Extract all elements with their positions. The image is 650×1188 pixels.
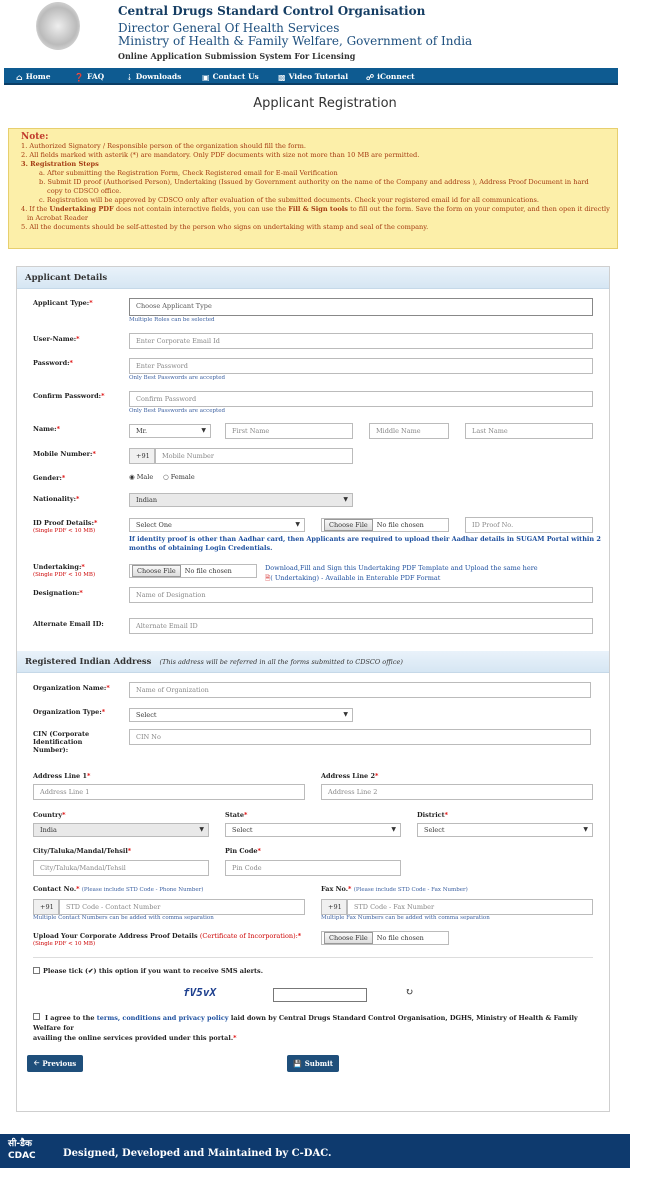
city-input[interactable]: City/Taluka/Mandal/Tehsil bbox=[33, 860, 209, 876]
arrow-left-icon: 🡠 bbox=[33, 1057, 40, 1067]
sms-alert-label: Please tick (✔) this option if you want to receive SMS alerts. bbox=[43, 967, 263, 975]
page-title: Applicant Registration bbox=[253, 96, 397, 111]
section-subtitle: (This address will be referred in all the forms submitted to CDSCO office) bbox=[159, 658, 403, 666]
note-bold: Fill & Sign tools bbox=[288, 205, 348, 213]
address-proof-file-input[interactable] bbox=[321, 931, 449, 945]
undertaking-label: Undertaking:* bbox=[33, 563, 85, 571]
agree-text-part: I agree to the bbox=[45, 1014, 97, 1022]
id-proof-value: Select One bbox=[136, 521, 172, 529]
label-text: Nationality: bbox=[33, 495, 77, 503]
section-title: Registered Indian Address bbox=[25, 657, 152, 667]
info-line: If identity proof is other than Aadhar card, then Applicants are required to upload their Aadhar details in SUGAM Portal within 2 bbox=[129, 535, 601, 543]
download-icon: ⇣ bbox=[126, 71, 133, 82]
label-text: User-Name: bbox=[33, 335, 77, 343]
fax-prefix: +91 bbox=[321, 899, 347, 915]
file-status: No file chosen bbox=[376, 521, 424, 529]
nav-iconnect[interactable] bbox=[366, 70, 415, 83]
agree-text-part: availing the online services provided under this portal. bbox=[33, 1034, 234, 1042]
undertaking-download-link[interactable]: ( Undertaking) bbox=[270, 574, 320, 582]
contact-input[interactable]: STD Code - Contact Number bbox=[59, 899, 305, 915]
upload-red-text: (Certificate of Incorporation): bbox=[199, 932, 298, 940]
org-name: Central Drugs Standard Control Organisation bbox=[118, 4, 426, 18]
refresh-captcha-icon[interactable]: ↻ bbox=[405, 987, 414, 998]
id-proof-select[interactable] bbox=[129, 518, 305, 532]
contact-label: Contact No.* (Please include STD Code - Phone Number) bbox=[33, 885, 204, 893]
label-text: Organization Type: bbox=[33, 708, 102, 716]
home-icon: ⌂ bbox=[16, 71, 23, 82]
label-text: Undertaking: bbox=[33, 563, 82, 571]
org-type-label: Organization Type:* bbox=[33, 708, 106, 716]
captcha-image: fV5vX bbox=[183, 986, 217, 999]
org-type-value: Select bbox=[136, 711, 157, 719]
chevron-down-icon: ▼ bbox=[583, 826, 588, 833]
fax-input[interactable]: STD Code - Fax Number bbox=[347, 899, 593, 915]
mobile-input[interactable]: Mobile Number bbox=[155, 448, 353, 464]
middle-name-input[interactable]: Middle Name bbox=[369, 423, 449, 439]
org-type-select[interactable] bbox=[129, 708, 353, 722]
password-hint: Only Best Passwords are accepted bbox=[129, 375, 225, 381]
label-text: ID Proof Details: bbox=[33, 519, 94, 527]
nav-home-label: Home bbox=[25, 72, 51, 81]
sms-alert-checkbox[interactable] bbox=[33, 967, 40, 974]
chevron-down-icon: ▼ bbox=[295, 521, 300, 528]
nationality-value: Indian bbox=[136, 496, 158, 504]
address-line1-label: Address Line 1* bbox=[33, 772, 91, 780]
label-text: Applicant Type: bbox=[33, 299, 90, 307]
label-text: Fax No. bbox=[321, 885, 349, 893]
undertaking-info bbox=[265, 563, 538, 583]
city-label: City/Taluka/Mandal/Tehsil* bbox=[33, 847, 132, 855]
ministry-name: Ministry of Health & Family Welfare, Government of India bbox=[118, 34, 473, 48]
label-text: State bbox=[225, 811, 245, 819]
agree-text-part: laid down by Central Drugs Standard Control Organisation, DGHS, Ministry of Health & Family Welfare for bbox=[33, 1014, 578, 1032]
nav-faq[interactable] bbox=[74, 70, 104, 83]
label-text: Name: bbox=[33, 425, 57, 433]
note-bold: Undertaking PDF bbox=[49, 205, 114, 213]
cdac-logo bbox=[8, 1138, 36, 1162]
nationality-label: Nationality:* bbox=[33, 495, 80, 503]
mobile-prefix: +91 bbox=[129, 448, 155, 464]
note-line: in Acrobat Reader bbox=[27, 214, 88, 222]
national-emblem-logo bbox=[36, 2, 80, 50]
label-text: Designation: bbox=[33, 589, 80, 597]
password-input[interactable]: Enter Password bbox=[129, 358, 593, 374]
state-value: Select bbox=[232, 826, 253, 834]
note-line: 2. All fields marked with asterik (*) are mandatory. Only PDF documents with size not more than 10 MB are permitted. bbox=[21, 151, 420, 159]
note-text: 4. If the bbox=[21, 205, 50, 213]
applicant-type-hint: Multiple Roles can be selected bbox=[129, 317, 215, 323]
nav-faq-label: FAQ bbox=[86, 72, 105, 81]
fax-hint: (Please include STD Code - Fax Number) bbox=[353, 887, 468, 893]
id-proof-info bbox=[129, 535, 601, 553]
radio-checked-icon: ◉ bbox=[129, 473, 135, 481]
state-select[interactable] bbox=[225, 823, 401, 837]
footer-text: Designed, Developed and Maintained by C-DAC. bbox=[63, 1148, 332, 1159]
username-label: User-Name:* bbox=[33, 335, 80, 343]
file-status: No file chosen bbox=[184, 567, 232, 575]
nav-downloads[interactable] bbox=[126, 70, 181, 83]
video-icon: ▩ bbox=[278, 71, 286, 82]
submit-label: Submit bbox=[304, 1059, 334, 1068]
country-select[interactable] bbox=[33, 823, 209, 837]
address-line1-input[interactable]: Address Line 1 bbox=[33, 784, 305, 800]
note-text: does not contain interactive fields, you can use the bbox=[113, 205, 289, 213]
label-text: Organization Name: bbox=[33, 684, 107, 692]
address-line2-input[interactable]: Address Line 2 bbox=[321, 784, 593, 800]
label-text: Address Line 2 bbox=[321, 772, 375, 780]
district-value: Select bbox=[424, 826, 445, 834]
id-proof-label: ID Proof Details:* bbox=[33, 519, 98, 527]
question-icon: ❓ bbox=[74, 71, 84, 82]
username-input[interactable]: Enter Corporate Email Id bbox=[129, 333, 593, 349]
nav-downloads-label: Downloads bbox=[135, 72, 182, 81]
chevron-down-icon: ▼ bbox=[201, 427, 206, 434]
contact-prefix: +91 bbox=[33, 899, 59, 915]
submit-button[interactable] bbox=[287, 1055, 339, 1072]
org-name-input[interactable]: Name of Organization bbox=[129, 682, 591, 698]
alt-email-label: Alternate Email ID: bbox=[33, 620, 104, 628]
gender-label: Gender:* bbox=[33, 474, 66, 482]
save-icon: 💾 bbox=[292, 1059, 302, 1068]
alt-email-input[interactable]: Alternate Email ID bbox=[129, 618, 593, 634]
address-section-header bbox=[17, 651, 609, 673]
site-footer bbox=[0, 1134, 630, 1168]
note-line: 1. Authorized Signatory / Responsible person of the organization should fill the form. bbox=[21, 142, 306, 150]
note-line: 5. All the documents should be self-attested by the person who signs on undertaking with stamp and seal of the company. bbox=[21, 223, 429, 231]
choose-file-button[interactable]: Choose File bbox=[324, 932, 373, 944]
radio-icon: ○ bbox=[163, 473, 169, 481]
previous-label: Previous bbox=[42, 1059, 77, 1068]
label-text: District bbox=[417, 811, 445, 819]
applicant-section-header bbox=[17, 267, 609, 289]
undertaking-size: (Single PDF < 10 MB) bbox=[33, 572, 96, 578]
previous-button[interactable] bbox=[27, 1055, 83, 1072]
label-text: City/Taluka/Mandal/Tehsil bbox=[33, 847, 128, 855]
info-text: - Available in Enterable PDF Format bbox=[319, 574, 441, 582]
chevron-down-icon: ▼ bbox=[199, 826, 204, 833]
label-text: Mobile Number: bbox=[33, 450, 93, 458]
last-name-input[interactable]: Last Name bbox=[465, 423, 593, 439]
male-label: Male bbox=[136, 473, 154, 481]
nav-iconnect-label: iConnect bbox=[377, 72, 415, 81]
label-text: Confirm Password: bbox=[33, 392, 102, 400]
chevron-down-icon: ▼ bbox=[343, 496, 348, 503]
fax-label: Fax No.* (Please include STD Code - Fax Number) bbox=[321, 885, 468, 893]
cdac-logo-hindi: सी-डैक bbox=[8, 1139, 32, 1149]
label-text: Address Line 1 bbox=[33, 772, 87, 780]
label-text: Pin Code bbox=[225, 847, 258, 855]
designation-input[interactable]: Name of Designation bbox=[129, 587, 593, 603]
link-icon: ☍ bbox=[366, 71, 375, 82]
agree-text: I agree to the terms, conditions and privacy policy laid down by Central Drugs Standard Control Organisation, DGHS, Ministry of Health & Family Welfare for availing the online services provided under this portal.* bbox=[33, 1014, 578, 1042]
note-line: c. Registration will be approved by CDSCO only after evaluation of the submitted documents. Check your registered email id for all communications. bbox=[39, 196, 539, 204]
section-title: Applicant Details bbox=[25, 273, 108, 283]
designation-label: Designation:* bbox=[33, 589, 83, 597]
info-line bbox=[265, 573, 538, 583]
nav-contact-label: Contact Us bbox=[212, 72, 259, 81]
gender-female-radio[interactable] bbox=[163, 473, 195, 481]
confirm-password-hint: Only Best Passwords are accepted bbox=[129, 408, 225, 414]
pin-label: Pin Code* bbox=[225, 847, 261, 855]
note-line: copy to CDSCO office. bbox=[47, 187, 122, 195]
country-label: Country* bbox=[33, 811, 66, 819]
label-text: Country bbox=[33, 811, 63, 819]
confirm-password-input[interactable]: Confirm Password bbox=[129, 391, 593, 407]
mobile-label: Mobile Number:* bbox=[33, 450, 96, 458]
info-line: months of obtaining Login Credentials. bbox=[129, 544, 273, 552]
first-name-input[interactable]: First Name bbox=[225, 423, 353, 439]
contact-hint: (Please include STD Code - Phone Number) bbox=[81, 887, 204, 893]
country-value: India bbox=[40, 826, 57, 834]
note-line: 3. Registration Steps bbox=[21, 160, 99, 168]
applicant-type-select[interactable]: Choose Applicant Type bbox=[129, 298, 593, 316]
divider bbox=[33, 957, 593, 958]
label-text: Contact No. bbox=[33, 885, 77, 893]
file-status: No file chosen bbox=[376, 934, 424, 942]
pin-input[interactable]: Pin Code bbox=[225, 860, 401, 876]
choose-file-button[interactable]: Choose File bbox=[132, 565, 181, 577]
id-proof-size: (Single PDF < 10 MB) bbox=[33, 528, 96, 534]
address-proof-label: Upload Your Corporate Address Proof Details (Certificate of Incorporation):* bbox=[33, 932, 302, 940]
main-nav bbox=[4, 68, 618, 85]
cdac-logo-english: CDAC bbox=[8, 1151, 36, 1161]
label-text: Password: bbox=[33, 359, 70, 367]
nationality-select[interactable] bbox=[129, 493, 353, 507]
state-label: State* bbox=[225, 811, 248, 819]
female-label: Female bbox=[170, 473, 195, 481]
label-text: Gender: bbox=[33, 474, 62, 482]
nav-video[interactable] bbox=[278, 70, 348, 83]
note-box bbox=[8, 128, 618, 249]
label-line: Number): bbox=[33, 746, 69, 754]
applicant-type-label: Applicant Type:* bbox=[33, 299, 93, 307]
id-proof-no-input[interactable]: ID Proof No. bbox=[465, 517, 593, 533]
registration-form bbox=[16, 266, 610, 1112]
captcha-input[interactable] bbox=[273, 988, 367, 1002]
nav-home[interactable] bbox=[16, 70, 50, 83]
chevron-down-icon: ▼ bbox=[343, 711, 348, 718]
cin-input[interactable]: CIN No bbox=[129, 729, 591, 745]
password-label: Password:* bbox=[33, 359, 73, 367]
fax-sub-hint: Multiple Fax Numbers can be added with comma separation bbox=[321, 915, 490, 921]
terms-link[interactable]: terms, conditions and privacy policy bbox=[96, 1014, 229, 1022]
title-select[interactable] bbox=[129, 424, 211, 438]
cin-label bbox=[33, 730, 89, 754]
contact-icon: ▣ bbox=[202, 71, 210, 82]
system-name: Online Application Submission System For Licensing bbox=[118, 51, 356, 61]
label-line: CIN (Corporate bbox=[33, 730, 90, 738]
note-line bbox=[21, 205, 610, 214]
district-label: District* bbox=[417, 811, 449, 819]
org-name-label: Organization Name:* bbox=[33, 684, 110, 692]
label-text: Upload Your Corporate Address Proof Details bbox=[33, 932, 198, 940]
pdf-icon: 🗎 bbox=[265, 574, 271, 582]
contact-sub-hint: Multiple Contact Numbers can be added with comma separation bbox=[33, 915, 214, 921]
id-proof-file-input[interactable] bbox=[321, 518, 449, 532]
district-select[interactable] bbox=[417, 823, 593, 837]
note-line: b. Submit ID proof (Authorised Person), Undertaking (Issued by Government authority on the name of the Company and address ), Address Proof Document in hard bbox=[39, 178, 589, 186]
label-line: Identification bbox=[33, 738, 83, 746]
nav-contact[interactable] bbox=[202, 70, 259, 83]
gender-male-radio[interactable] bbox=[129, 473, 153, 481]
site-header bbox=[0, 0, 650, 67]
undertaking-file-input[interactable] bbox=[129, 564, 257, 578]
dept-name: Director General Of Health Services bbox=[118, 21, 340, 35]
note-text: to fill out the form. Save the form on your computer, and then open it directly bbox=[347, 205, 610, 213]
choose-file-button[interactable]: Choose File bbox=[324, 519, 373, 531]
info-line: Download,Fill and Sign this Undertaking PDF Template and Upload the same here bbox=[265, 564, 538, 572]
nav-video-label: Video Tutorial bbox=[288, 72, 349, 81]
confirm-password-label: Confirm Password:* bbox=[33, 392, 105, 400]
address-proof-size: (Single PDF < 10 MB) bbox=[33, 941, 96, 947]
note-line: a. After submitting the Registration Form, Check Registered email for E-mail Verification bbox=[39, 169, 338, 177]
note-title: Note: bbox=[21, 132, 49, 142]
title-value: Mr. bbox=[136, 427, 148, 435]
address-line2-label: Address Line 2* bbox=[321, 772, 379, 780]
name-label: Name:* bbox=[33, 425, 60, 433]
chevron-down-icon: ▼ bbox=[391, 826, 396, 833]
